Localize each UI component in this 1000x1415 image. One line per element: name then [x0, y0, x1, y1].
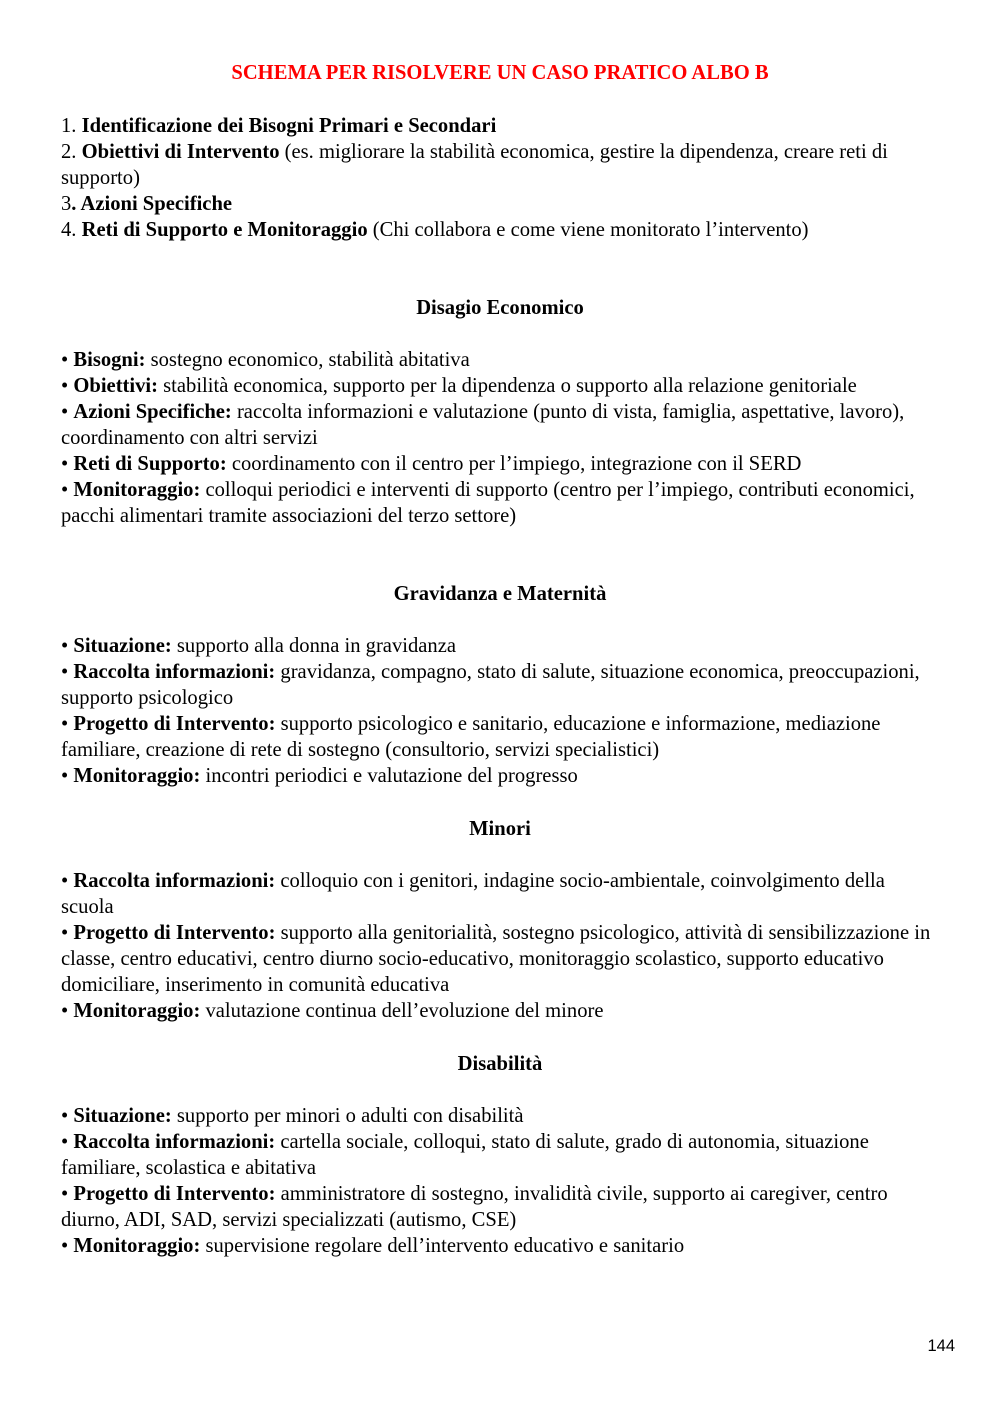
- item-text: (es. migliorare la stabilità economica, gestire la dipendenza, creare reti di supporto): [61, 141, 888, 189]
- item-heading: Raccolta informazioni:: [73, 1131, 276, 1153]
- item-heading: Monitoraggio:: [73, 1000, 201, 1022]
- bullet: •: [61, 1000, 74, 1022]
- item-text: supporto per minori o adulti con disabilità: [171, 1105, 524, 1127]
- item-text: supervisione regolare dell’intervento educativo e sanitario: [200, 1235, 685, 1257]
- item-text: stabilità economica, supporto per la dipendenza o supporto alla relazione genitoriale: [158, 375, 857, 397]
- item-heading: Progetto di Intervento:: [73, 922, 276, 944]
- bullet: •: [61, 479, 74, 501]
- list-item: [61, 868, 941, 920]
- list-item: [61, 998, 941, 1024]
- bullet: •: [61, 1183, 74, 1205]
- item-text: amministratore di sostegno, invalidità civile, supporto ai caregiver, centro diurno, ADI, SAD, servizi specializzati (autismo, CSE): [61, 1183, 888, 1231]
- page-number: 144: [927, 1337, 955, 1355]
- item-text: cartella sociale, colloqui, stato di salute, grado di autonomia, situazione familiare, scolastica e abitativa: [61, 1131, 869, 1179]
- intro-list: [61, 113, 941, 243]
- intro-item: [61, 217, 941, 243]
- item-text: supporto psicologico e sanitario, educazione e informazione, mediazione familiare, creazione di rete di sostegno (consultorio, servizi specialistici): [61, 713, 881, 761]
- section-body-disagio-economico: [61, 347, 941, 529]
- item-number: 1.: [61, 115, 82, 137]
- item-heading: Identificazione dei Bisogni Primari e Secondari: [81, 115, 497, 137]
- item-heading: Situazione:: [73, 1105, 172, 1127]
- item-heading: Reti di Supporto e Monitoraggio: [81, 219, 368, 241]
- item-text: (Chi collabora e come viene monitorato l’intervento): [367, 219, 809, 241]
- bullet: •: [61, 1235, 74, 1257]
- item-heading: Obiettivi:: [73, 375, 159, 397]
- item-text: supporto alla donna in gravidanza: [171, 635, 456, 657]
- bullet: •: [61, 401, 74, 423]
- item-heading: Raccolta informazioni:: [73, 661, 276, 683]
- list-item: [61, 477, 941, 529]
- list-item: [61, 1233, 941, 1259]
- item-heading: Obiettivi di Intervento: [81, 141, 280, 163]
- item-text: coordinamento con il centro per l’impiego, integrazione con il SERD: [226, 453, 802, 475]
- bullet: •: [61, 453, 74, 475]
- intro-item: [61, 113, 941, 139]
- item-text: raccolta informazioni e valutazione (punto di vista, famiglia, aspettative, lavoro), coordinamento con altri servizi: [61, 401, 905, 449]
- section-body-minori: [61, 868, 941, 1024]
- list-item: [61, 399, 941, 451]
- item-heading: Bisogni:: [73, 349, 146, 371]
- list-item: [61, 1103, 941, 1129]
- intro-item: [61, 139, 941, 191]
- list-item: [61, 659, 941, 711]
- list-item: [61, 451, 941, 477]
- list-item: [61, 633, 941, 659]
- section-title-disabilita: Disabilità: [457, 1053, 543, 1075]
- item-text: supporto alla genitorialità, sostegno psicologico, attività di sensibilizzazione in classe, centro educativi, centro diurno socio-educativo, monitoraggio scolastico, supporto educativo domiciliare, inserimento in comunità educativa: [61, 922, 931, 996]
- item-heading: Raccolta informazioni:: [73, 870, 276, 892]
- item-heading: Monitoraggio:: [73, 765, 201, 787]
- item-heading: Situazione:: [73, 635, 172, 657]
- bullet: •: [61, 713, 74, 735]
- section-title-minori: Minori: [469, 818, 531, 840]
- list-item: [61, 920, 941, 998]
- section-title-disagio-economico: Disagio Economico: [416, 297, 584, 319]
- item-heading: Monitoraggio:: [73, 479, 201, 501]
- list-item: [61, 347, 941, 373]
- list-item: [61, 1129, 941, 1181]
- section-body-gravidanza: [61, 633, 941, 789]
- item-number: 3: [61, 193, 72, 215]
- section-body-disabilita: [61, 1103, 941, 1259]
- item-text: valutazione continua dell’evoluzione del minore: [200, 1000, 604, 1022]
- item-text: gravidanza, compagno, stato di salute, situazione economica, preoccupazioni, supporto psicologico: [61, 661, 920, 709]
- bullet: •: [61, 375, 74, 397]
- list-item: [61, 711, 941, 763]
- item-number: 2.: [61, 141, 82, 163]
- item-heading: Monitoraggio:: [73, 1235, 201, 1257]
- bullet: •: [61, 765, 74, 787]
- list-item: [61, 763, 941, 789]
- item-number: 4.: [61, 219, 82, 241]
- bullet: •: [61, 635, 74, 657]
- bullet: •: [61, 349, 74, 371]
- intro-item: [61, 191, 941, 217]
- item-heading: Reti di Supporto:: [73, 453, 227, 475]
- bullet: •: [61, 870, 74, 892]
- item-text: colloqui periodici e interventi di supporto (centro per l’impiego, contributi economici, pacchi alimentari tramite associazioni del terzo settore): [61, 479, 915, 527]
- bullet: •: [61, 922, 74, 944]
- item-heading: . Azioni Specifiche: [71, 193, 233, 215]
- list-item: [61, 373, 941, 399]
- list-item: [61, 1181, 941, 1233]
- item-heading: Progetto di Intervento:: [73, 1183, 276, 1205]
- item-text: colloquio con i genitori, indagine socio-ambientale, coinvolgimento della scuola: [61, 870, 885, 918]
- page-title: SCHEMA PER RISOLVERE UN CASO PRATICO ALBO B: [231, 62, 769, 84]
- bullet: •: [61, 661, 74, 683]
- section-title-gravidanza: Gravidanza e Maternità: [393, 583, 607, 605]
- item-heading: Azioni Specifiche:: [73, 401, 232, 423]
- item-text: sostegno economico, stabilità abitativa: [145, 349, 470, 371]
- bullet: •: [61, 1131, 74, 1153]
- item-text: incontri periodici e valutazione del progresso: [200, 765, 578, 787]
- bullet: •: [61, 1105, 74, 1127]
- item-heading: Progetto di Intervento:: [73, 713, 276, 735]
